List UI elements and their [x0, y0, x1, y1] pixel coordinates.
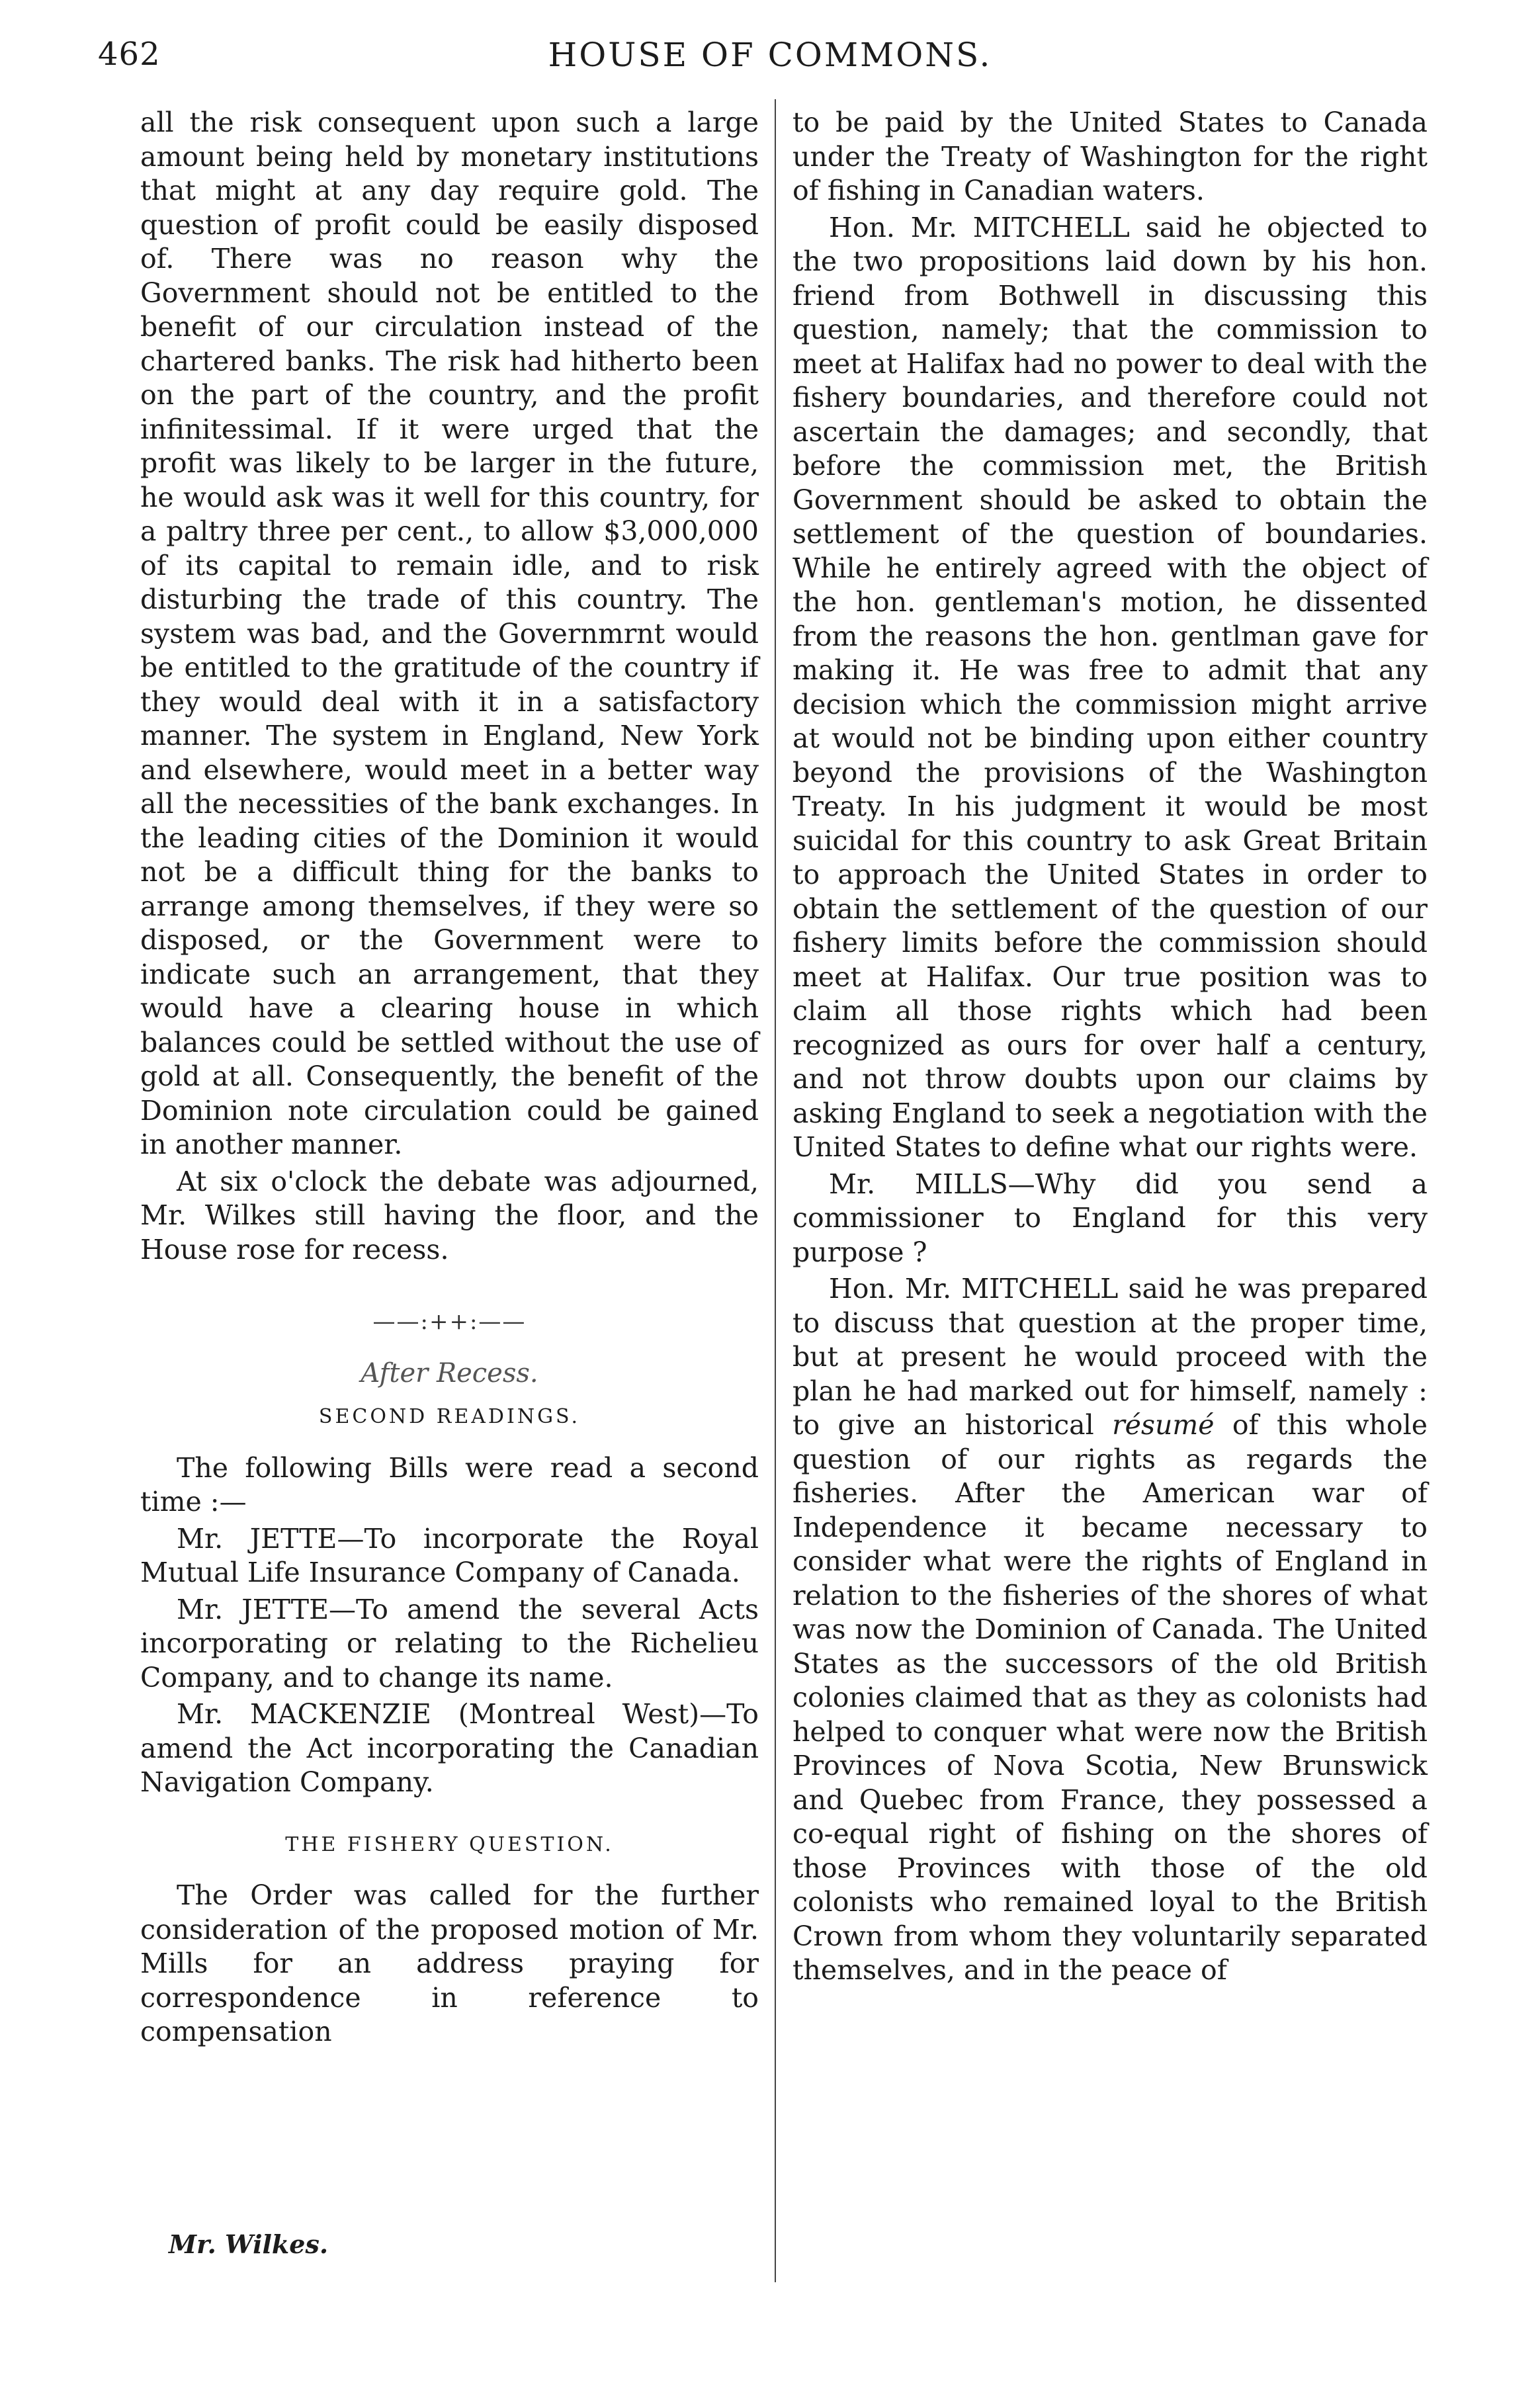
- paragraph: The following Bills were read a second time :—: [140, 1451, 759, 1518]
- paragraph: Hon. Mr. MITCHELL said he objected to the two propositions laid down by his hon. friend from Bothwell in discussing this question, namely; that the commission to meet at Halifax had no power to deal with the fishery boundaries, and therefore could not ascertain the damages; and secondly, that before the commission met, the British Government should be asked to obtain the settlement of the question of boundaries. While he entirely agreed with the object of the hon. gentleman's motion, he dissented from the reasons the hon. gentlman gave for making it. He was free to admit that any decision which the commission might arrive at would not be binding upon either country beyond the provisions of the Washington Treaty. In his judgment it would be most suicidal for this country to ask Great Britain to approach the United States in order to obtain the settlement of the question of our fishery limits before the commission should meet at Halifax. Our true position was to claim all those rights which had been recognized as ours for over half a century, and not throw doubts upon our claims by asking England to seek a negotiation with the United States to define what our rights were.: [792, 211, 1428, 1163]
- footer-speaker: Mr. Wilkes.: [169, 2229, 329, 2259]
- paragraph: At six o'clock the debate was adjourned, Mr. Wilkes still having the floor, and the House rose for recess.: [140, 1165, 759, 1265]
- column-rule: [775, 99, 776, 2282]
- paragraph: The Order was called for the further consideration of the proposed motion of Mr. Mills for an address praying for correspondence in reference to compensation: [140, 1879, 759, 2047]
- paragraph: to be paid by the United States to Canada under the Treaty of Washington for the right of fishing in Canadian waters.: [792, 107, 1428, 206]
- page-header: [73, 29, 1467, 82]
- left-column: [140, 106, 759, 2049]
- bill-entry: Mr. JETTE—To amend the several Acts incorporating or relating to the Richelieu Company, and to change its name.: [140, 1593, 759, 1693]
- text-span: Hon. Mr. MITCHELL said he was prepared to discuss that question at the proper time, but at present he would proceed with the plan he had marked out for himself, namely : to give an historical: [792, 1273, 1428, 1441]
- page-number: 462: [98, 36, 161, 73]
- after-recess-heading: After Recess.: [361, 1357, 538, 1389]
- paragraph: Mr. MILLS—Why did you send a commissioner to England for this very purpose ?: [792, 1168, 1428, 1268]
- paragraph: [792, 1272, 1428, 1988]
- bill-entry: Mr. JETTE—To incorporate the Royal Mutual Life Insurance Company of Canada.: [140, 1522, 759, 1588]
- second-readings-heading: SECOND READINGS.: [318, 1405, 581, 1428]
- fishery-question-heading: THE FISHERY QUESTION.: [285, 1832, 614, 1856]
- text-span: of this whole question of our rights as regards the fisheries. After the American war of Independence it became necessary to consider what were the rights of England in relation to the fisheries of the shores of what was now the Dominion of Canada. The United States as the successors of the old British colonies claimed that as they as colonists had helped to conquer what were now the British Provinces of Nova Scotia, New Brunswick and Quebec from France, they possessed a co-equal right of fishing on the shores of those Provinces with those of the old colonists who remained loyal to the British Crown from whom they voluntarily separated themselves, and in the peace of: [792, 1409, 1428, 1986]
- running-head: HOUSE OF COMMONS.: [548, 36, 992, 74]
- section-divider: ——:++:——: [372, 1308, 527, 1335]
- paragraph: all the risk consequent upon such a large amount being held by monetary institutions that might at any day require gold. The question of profit could be easily disposed of. There was no reason why the Government should not be entitled to the benefit of our circulation instead of the chartered banks. The risk had hitherto been on the part of the country, and the profit infinitessimal. If it were urged that the profit was likely to be larger in the future, he would ask was it well for this country, for a paltry three per cent., to allow $3,000,000 of its capital to remain idle, and to risk disturbing the trade of this country. The system was bad, and the Governmrnt would be entitled to the gratitude of the country if they would deal with it in a satisfactory manner. The system in England, New York and elsewhere, would meet in a better way all the necessities of the bank exchanges. In the leading cities of the Dominion it would not be a difficult thing for the banks to arrange among themselves, if they were so disposed, or the Government were to indicate such an arrangement, that they would have a clearing house in which balances could be settled without the use of gold at all. Consequently, the benefit of the Dominion note circulation could be gained in another manner.: [140, 107, 759, 1160]
- bill-entry: Mr. MACKENZIE (Montreal West)—To amend the Act incorporating the Canadian Navigation Company.: [140, 1698, 759, 1798]
- right-column: [792, 106, 1428, 1988]
- italic-term: résumé: [1112, 1409, 1215, 1441]
